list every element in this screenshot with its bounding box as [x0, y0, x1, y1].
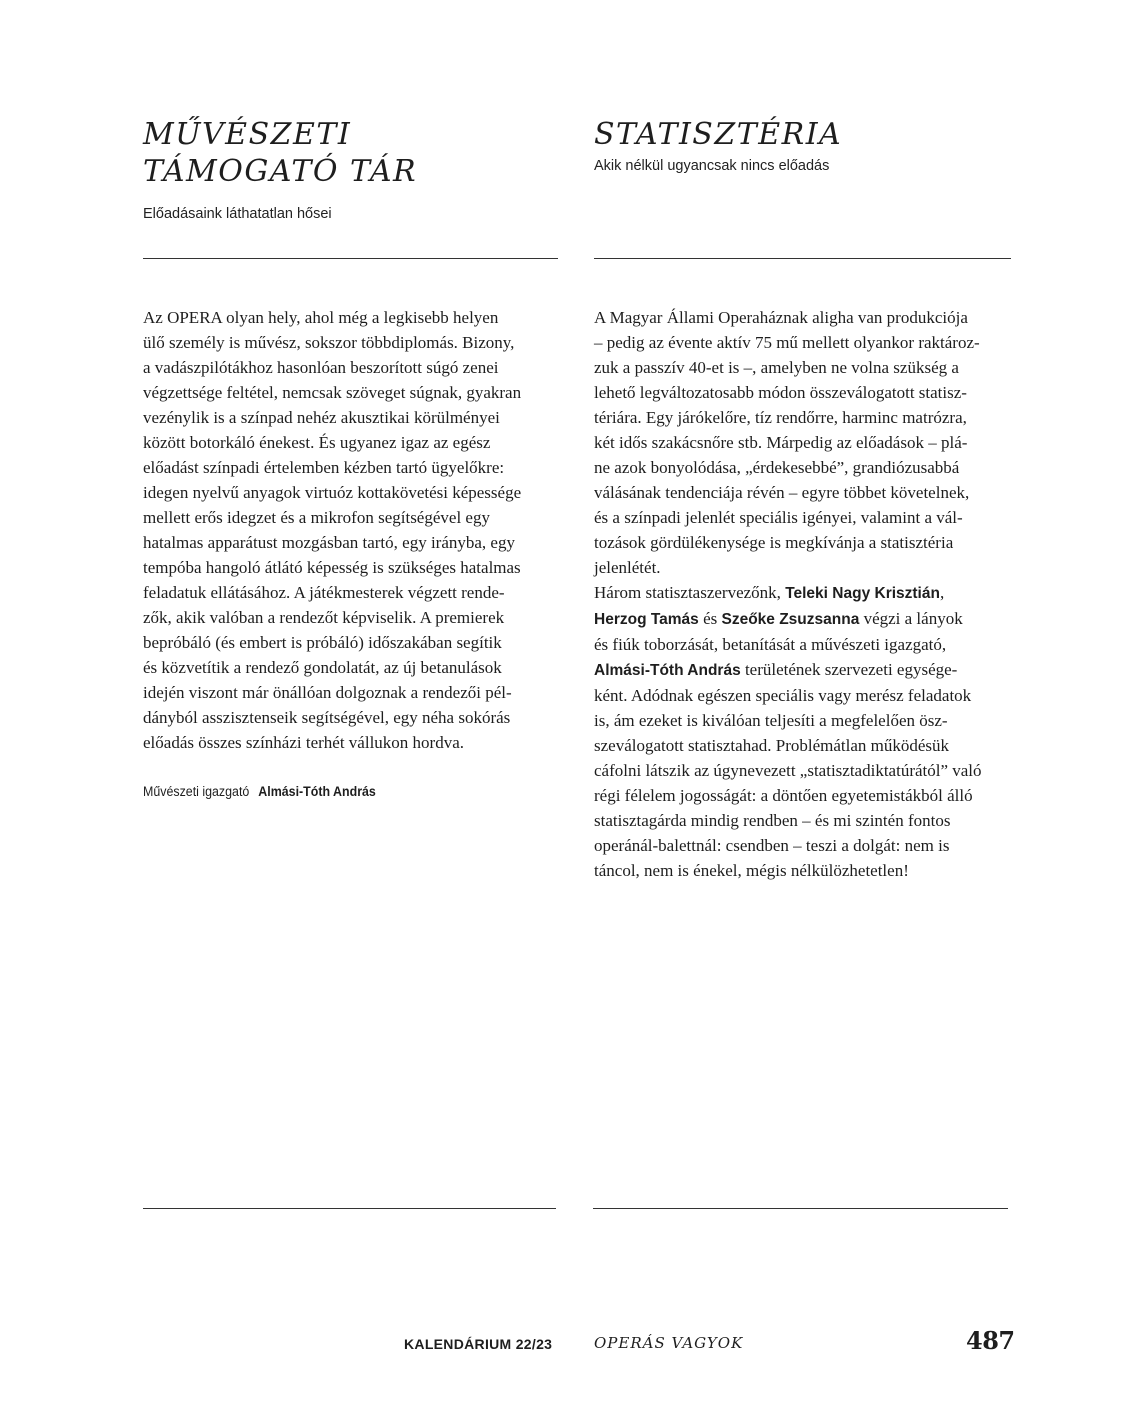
- left-title-line1: MŰVÉSZETI: [143, 117, 352, 152]
- left-column-header: [143, 116, 558, 222]
- right-body-line: cáfolni látszik az úgynevezett „statisztadiktatúrától” való: [594, 761, 982, 780]
- right-body-line: válásának tendenciája révén – egyre többet követelnek,: [594, 483, 970, 502]
- left-footer-rule: [143, 1208, 556, 1209]
- right-body-line: jelenlétét.: [594, 558, 661, 577]
- right-body-line: és a színpadi jelenlét speciális igényei, valamint a vál-: [594, 508, 963, 527]
- right-body-fragment: és: [698, 609, 722, 628]
- right-body-line: két idős szakácsnőre stb. Márpedig az előadások – plá-: [594, 433, 968, 452]
- left-body-line: között botorkáló énekest. És ugyanez igaz az egész: [143, 433, 491, 452]
- left-body-line: mellett erős idegzet és a mikrofon segítségével egy: [143, 508, 490, 527]
- left-body-line: dányból asszisztenseik segítségével, egy néha sokórás: [143, 708, 511, 727]
- credit-line: [143, 784, 376, 799]
- left-body-line: előadást színpadi értelemben kézben tartó ügyelőkre:: [143, 458, 505, 477]
- credit-role: Művészeti igazgató: [143, 784, 250, 799]
- left-body-line: Az OPERA olyan hely, ahol még a legkisebb helyen: [143, 308, 499, 327]
- right-body-line: régi félelem jogosságát: a döntően egyetemistákból álló: [594, 786, 973, 805]
- left-body-line: végzettsége feltétel, nemcsak szöveget súgnak, gyakran: [143, 383, 522, 402]
- left-body-line: vezénylik is a színpad nehéz akusztikai körülményei: [143, 408, 500, 427]
- left-title: [143, 116, 558, 190]
- right-body-line: tozások gördülékenysége is megkívánja a statisztéria: [594, 533, 954, 552]
- right-body-line: A Magyar Állami Operaháznak aligha van produkciója: [594, 308, 968, 327]
- organizer-name: Herzog Tamás: [594, 611, 699, 628]
- left-body-line: a vadászpilótákhoz hasonlóan beszorított súgó zenei: [143, 358, 499, 377]
- right-body-line: statisztagárda mindig rendben – és mi szintén fontos: [594, 811, 951, 830]
- right-body-line: tériára. Egy járókelőre, tíz rendőrre, harminc matrózra,: [594, 408, 967, 427]
- right-body-fragment: végzi a lányok: [859, 609, 963, 628]
- right-body-line: szeválogatott statisztahad. Problémátlan működésük: [594, 736, 950, 755]
- left-body-line: idején viszont már önállóan dolgoznak a rendezői pél-: [143, 683, 512, 702]
- left-body-line: ülő személy is művész, sokszor többdiplomás. Bizony,: [143, 333, 515, 352]
- right-body-line: ként. Adódnak egészen speciális vagy merész feladatok: [594, 686, 972, 705]
- right-body-line: [594, 657, 1009, 683]
- left-body-line: előadás összes színházi terhét vállukon hordva.: [143, 733, 465, 752]
- right-column-header: [594, 116, 1011, 174]
- right-body-line: operánál-balettnál: csendben – teszi a dolgát: nem is: [594, 836, 950, 855]
- right-body-text: [594, 305, 1009, 883]
- left-header-rule: [143, 258, 558, 259]
- left-body-line: zők, akik valóban a rendezőt képviselik. A premierek: [143, 608, 505, 627]
- organizer-name: Teleki Nagy Krisztián: [785, 585, 940, 602]
- left-body-line: hatalmas apparátust mozgásban tartó, egy irányba, egy: [143, 533, 515, 552]
- right-body-line: [594, 580, 1009, 606]
- right-body-line: is, ám ezeket is kiválóan teljesíti a megfelelően ösz-: [594, 711, 948, 730]
- right-body-line: zuk a passzív 40-et is –, amelyben ne volna szükség a: [594, 358, 959, 377]
- organizer-name: Szeőke Zsuzsanna: [721, 611, 860, 628]
- left-body-line: feladatuk ellátásához. A játékmesterek végzett rende-: [143, 583, 505, 602]
- left-body-line: idegen nyelvű anyagok virtuóz kottakövetési képessége: [143, 483, 522, 502]
- left-body-line: bepróbáló (és embert is próbáló) időszakában segítik: [143, 633, 502, 652]
- right-body-fragment: területének szervezeti egysége-: [740, 660, 958, 679]
- right-footer-rule: [593, 1208, 1008, 1209]
- page-number: 487: [966, 1326, 1015, 1355]
- left-subtitle: Előadásaink láthatatlan hősei: [143, 206, 332, 222]
- right-body-line: lehető legváltozatosabb módon összeválogatott statisz-: [594, 383, 967, 402]
- director-name: Almási-Tóth András: [594, 662, 741, 679]
- footer-magazine-name: KALENDÁRIUM 22/23: [404, 1336, 553, 1352]
- footer-section-name: OPERÁS VAGYOK: [594, 1334, 744, 1352]
- right-body-line: táncol, nem is énekel, mégis nélkülözhetetlen!: [594, 861, 909, 880]
- right-body-line: – pedig az évente aktív 75 mű mellett olyankor raktároz-: [594, 333, 980, 352]
- left-body-line: és közvetítik a rendező gondolatát, az új betanulások: [143, 658, 502, 677]
- right-subtitle: Akik nélkül ugyancsak nincs előadás: [594, 158, 830, 174]
- credit-name: Almási-Tóth András: [258, 784, 376, 799]
- right-body-fragment: ,: [939, 583, 945, 602]
- right-body-line: ne azok bonyolódása, „érdekesebbé”, grandiózusabbá: [594, 458, 960, 477]
- left-body-line: tempóba hangoló átlátó képesség is szükséges hatalmas: [143, 558, 521, 577]
- right-title: STATISZTÉRIA: [594, 117, 843, 152]
- right-body-line: és fiúk toborzását, betanítását a művészeti igazgató,: [594, 635, 947, 654]
- right-header-rule: [594, 258, 1011, 259]
- left-body-text: [143, 305, 561, 755]
- left-title-line2: TÁMOGATÓ TÁR: [143, 154, 418, 189]
- right-body-line: [594, 606, 1009, 632]
- right-body-fragment: Három statisztaszervezőnk,: [594, 583, 786, 602]
